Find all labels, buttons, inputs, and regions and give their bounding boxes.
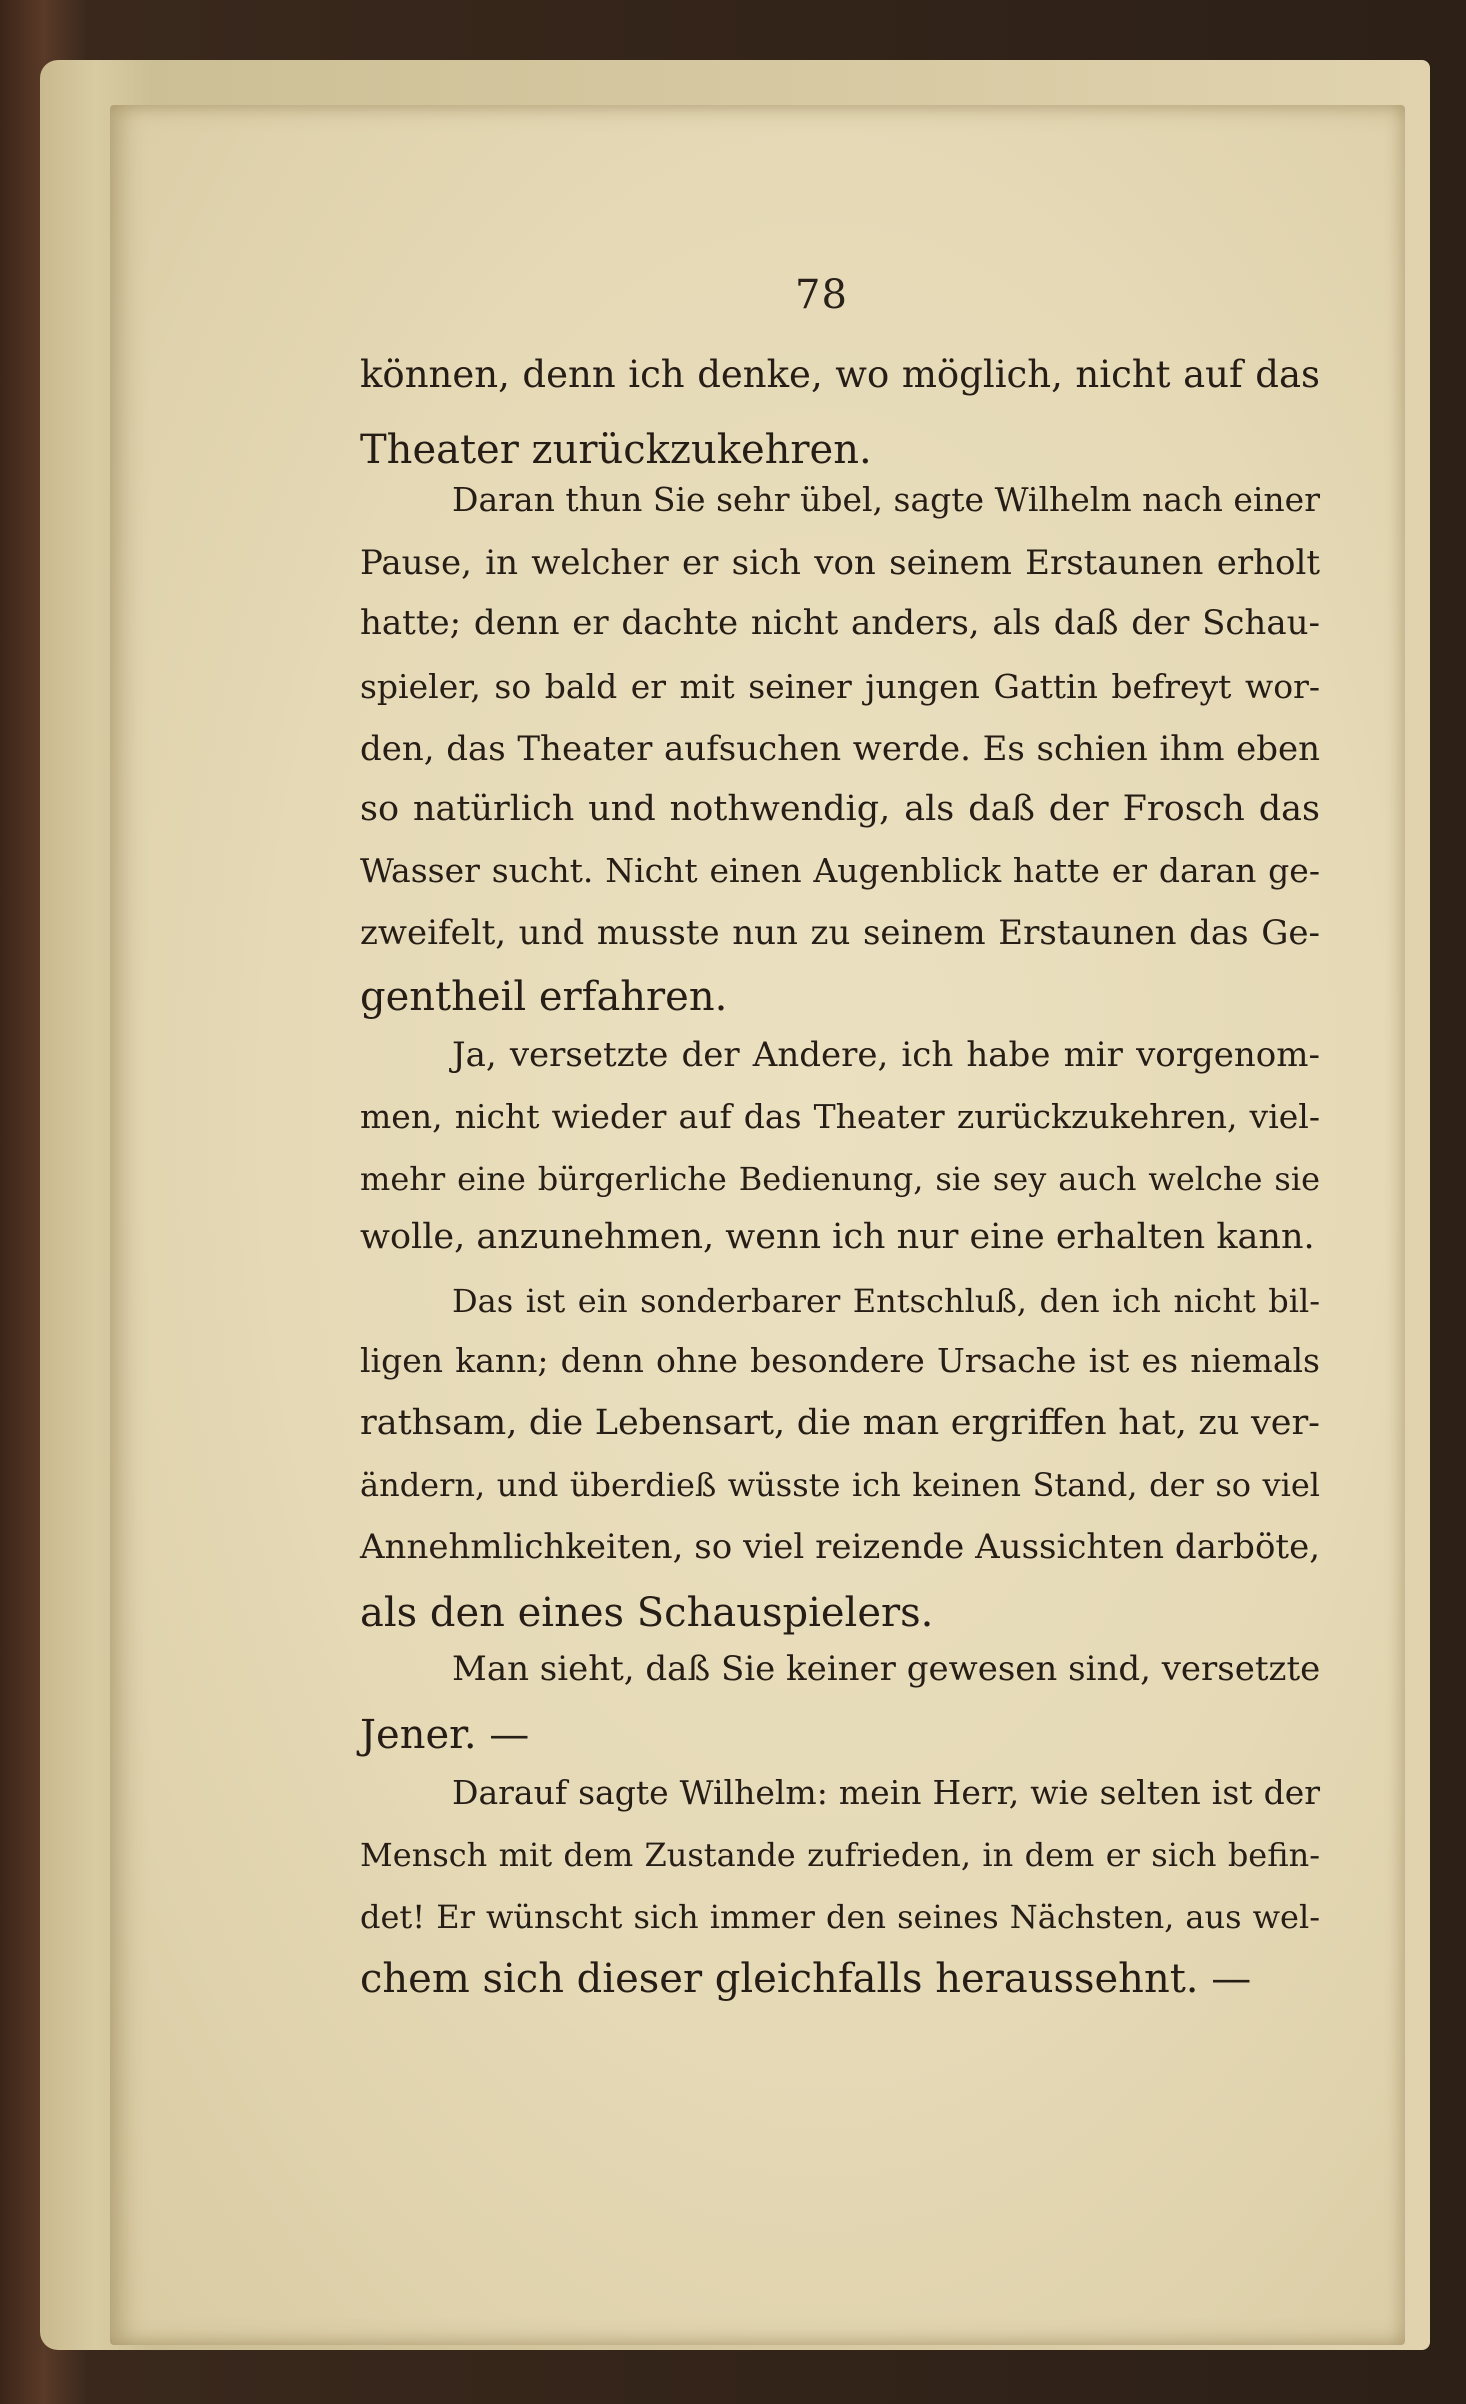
text-line: rathsam, die Lebensart, die man ergriffen hat, zu ver-	[360, 1403, 1320, 1443]
text-line: Theater zurückzukehren.	[360, 427, 872, 473]
paragraph-start-line: Das ist ein sonderbarer Entschluß, den ich nicht bil-	[452, 1282, 1320, 1320]
text-line: gentheil erfahren.	[360, 974, 728, 1020]
text-line: chem sich dieser gleichfalls heraussehnt. —	[360, 1956, 1252, 2002]
paragraph-start-line: Darauf sagte Wilhelm: mein Herr, wie selten ist der	[452, 1773, 1320, 1812]
text-line: men, nicht wieder auf das Theater zurückzukehren, viel-	[360, 1097, 1320, 1136]
text-line: Pause, in welcher er sich von seinem Erstaunen erholt	[360, 543, 1320, 583]
text-line: so natürlich und nothwendig, als daß der Frosch das	[360, 789, 1320, 829]
page-number: 78	[795, 272, 848, 318]
text-line: zweifelt, und musste nun zu seinem Erstaunen das Ge-	[360, 913, 1320, 953]
paragraph-start-line: Ja, versetzte der Andere, ich habe mir vorgenom-	[452, 1035, 1320, 1075]
text-line: Mensch mit dem Zustande zufrieden, in dem er sich befin-	[360, 1836, 1320, 1874]
text-line: ändern, und überdieß wüsste ich keinen Stand, der so viel	[360, 1466, 1320, 1504]
paragraph-start-line: Daran thun Sie sehr übel, sagte Wilhelm nach einer	[452, 480, 1320, 519]
text-line: Wasser sucht. Nicht einen Augenblick hatte er daran ge-	[360, 851, 1320, 890]
text-line: Annehmlichkeiten, so viel reizende Aussichten darböte,	[360, 1527, 1320, 1567]
text-line: det! Er wünscht sich immer den seines Nächsten, aus wel-	[360, 1898, 1320, 1936]
text-line: den, das Theater aufsuchen werde. Es schien ihm eben	[360, 729, 1320, 769]
text-line: können, denn ich denke, wo möglich, nicht auf das	[360, 353, 1320, 396]
text-line: mehr eine bürgerliche Bedienung, sie sey auch welche sie	[360, 1160, 1320, 1198]
text-line: Jener. —	[360, 1712, 530, 1758]
text-line: wolle, anzunehmen, wenn ich nur eine erhalten kann.	[360, 1217, 1315, 1257]
text-line: als den eines Schauspielers.	[360, 1590, 934, 1636]
text-line: hatte; denn er dachte nicht anders, als daß der Schau-	[360, 603, 1320, 643]
text-line: spieler, so bald er mit seiner jungen Gattin befreyt wor-	[360, 667, 1320, 706]
paragraph-start-line: Man sieht, daß Sie keiner gewesen sind, versetzte	[452, 1649, 1321, 1689]
text-line: ligen kann; denn ohne besondere Ursache ist es niemals	[360, 1341, 1320, 1380]
